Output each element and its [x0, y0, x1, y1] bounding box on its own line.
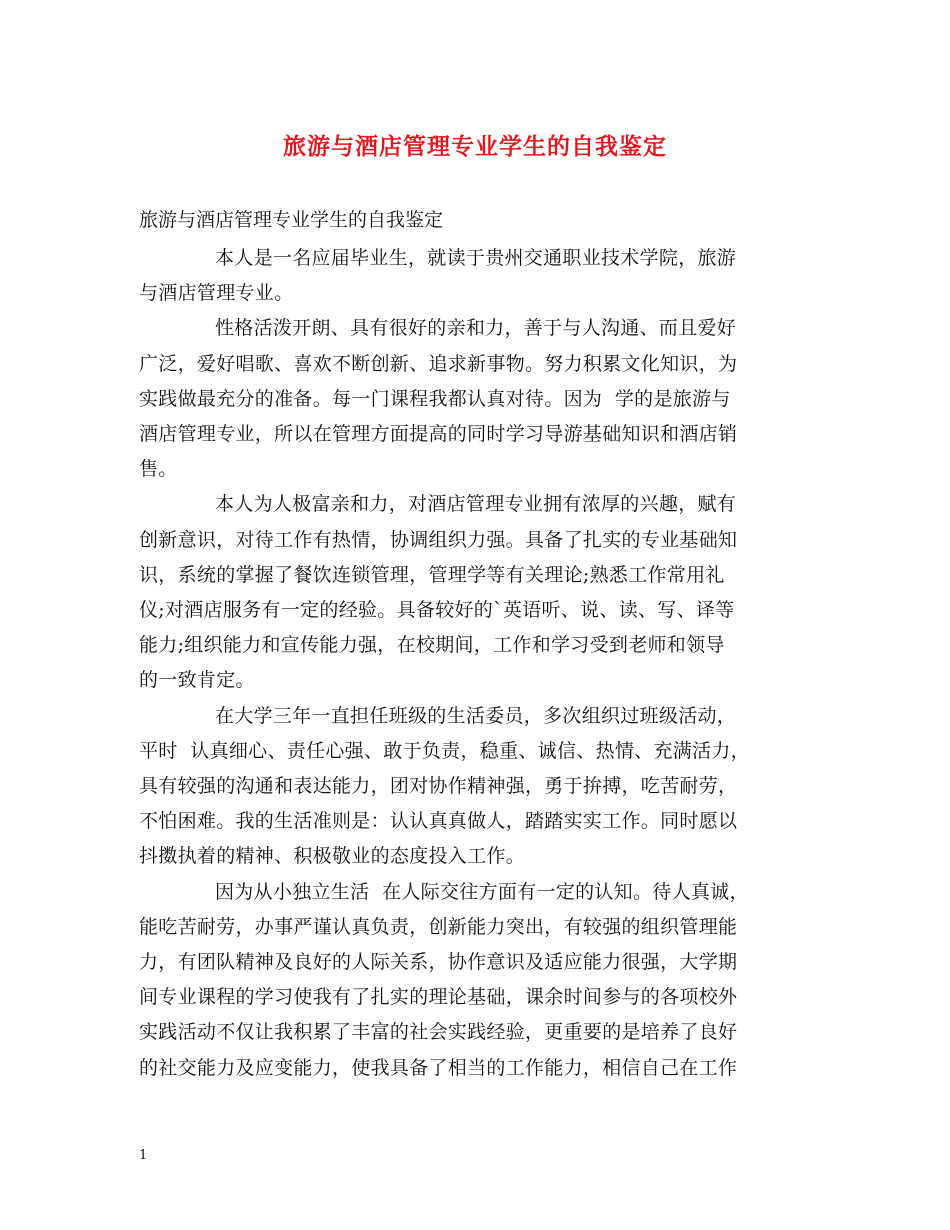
- body-line: 实践做最充分的准备。每一门课程我都认真对待。因为 学的是旅游与: [139, 387, 731, 410]
- body-line: 的一致肯定。: [139, 669, 255, 692]
- body-line: 具有较强的沟通和表达能力，团对协作精神强，勇于拚搏，吃苦耐劳，: [139, 775, 738, 798]
- body-line: 与酒店管理专业。: [139, 282, 294, 305]
- body-line: 能力;组织能力和宣传能力强，在校期间，工作和学习受到老师和领导: [139, 634, 725, 657]
- document-title: 旅游与酒店管理专业学生的自我鉴定: [283, 133, 667, 160]
- document-subtitle: 旅游与酒店管理专业学生的自我鉴定: [139, 209, 444, 231]
- body-line: 平时 认真细心、责任心强、敢于负责，稳重、诚信、热情、充满活力，: [139, 739, 750, 762]
- body-line: 创新意识，对待工作有热情，协调组织力强。具备了扎实的专业基础知: [139, 528, 738, 551]
- body-line: 实践活动不仅让我积累了丰富的社会实践经验，更重要的是培养了良好: [139, 1021, 738, 1044]
- body-line: 不怕困难。我的生活准则是：认认真真做人，踏踏实实工作。同时愿以: [139, 810, 738, 833]
- body-line: 仪;对酒店服务有一定的经验。具备较好的`英语听、说、读、写、译等: [139, 599, 735, 622]
- body-line: 广泛，爱好唱歌、喜欢不断创新、追求新事物。努力积累文化知识，为: [139, 352, 738, 375]
- body-line: 酒店管理专业，所以在管理方面提高的同时学习导游基础知识和酒店销: [139, 423, 738, 446]
- body-line: 在大学三年一直担任班级的生活委员，多次组织过班级活动，: [215, 704, 737, 727]
- body-line: 本人是一名应届毕业生，就读于贵州交通职业技术学院，旅游: [215, 247, 737, 269]
- body-line: 间专业课程的学习使我有了扎实的理论基础，课余时间参与的各项校外: [139, 986, 738, 1009]
- body-line: 识，系统的掌握了餐饮连锁管理，管理学等有关理论;熟悉工作常用礼: [139, 563, 725, 586]
- body-line: 能吃苦耐劳，办事严谨认真负责，创新能力突出，有较强的组织管理能: [139, 915, 738, 938]
- body-line: 售。: [139, 458, 178, 481]
- document-body: [139, 241, 829, 1086]
- body-line: 的社交能力及应变能力，使我具备了相当的工作能力，相信自己在工作: [139, 1056, 738, 1079]
- body-line: 力，有团队精神及良好的人际关系，协作意识及适应能力很强，大学期: [139, 951, 738, 974]
- body-line: 本人为人极富亲和力，对酒店管理专业拥有浓厚的兴趣，赋有: [215, 493, 737, 516]
- body-line: 因为从小独立生活 在人际交往方面有一定的认知。待人真诚，: [215, 880, 749, 903]
- page-number: 1: [139, 1148, 148, 1163]
- body-line: 性格活泼开朗、具有很好的亲和力，善于与人沟通、而且爱好: [215, 317, 737, 340]
- body-line: 抖擞执着的精神、积极敬业的态度投入工作。: [139, 845, 526, 868]
